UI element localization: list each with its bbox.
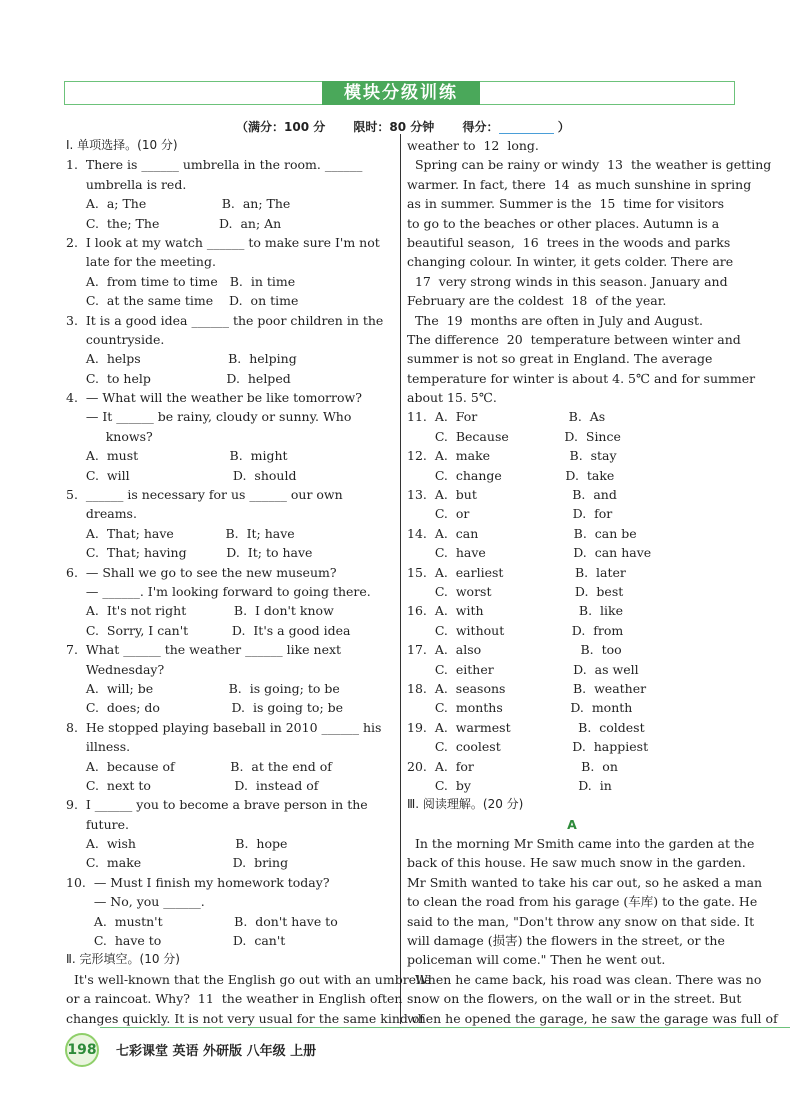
right-line: 12. A. make B. stay xyxy=(407,448,617,464)
left-line: 7. What ______ the weather ______ like next xyxy=(66,642,342,658)
right-line: beautiful season, 16 trees in the woods and parks xyxy=(407,234,731,250)
left-line: C. Sorry, I can't D. It's a good idea xyxy=(66,622,351,638)
left-line: illness. xyxy=(66,739,131,755)
right-line: Mr Smith wanted to take his car out, so he asked a man xyxy=(407,874,763,890)
left-line: Ⅱ. 完形填空。(10 分) xyxy=(66,952,180,967)
left-line: — It ______ be rainy, cloudy or sunny. Who xyxy=(66,409,352,425)
right-line: 13. A. but B. and xyxy=(407,487,617,503)
left-line: umbrella is red. xyxy=(66,176,187,192)
left-line: Ⅰ. 单项选择。(10 分) xyxy=(66,138,178,152)
left-line: 1. There is ______ umbrella in the room. ______ xyxy=(66,157,363,173)
left-line: — ______. I'm looking forward to going there. xyxy=(66,583,371,599)
right-line: When he came back, his road was clean. There was no xyxy=(407,971,762,987)
right-line: will damage (损害) the flowers in the street, or the xyxy=(407,933,725,949)
right-line: C. Because D. Since xyxy=(407,428,621,444)
left-line: C. will D. should xyxy=(66,467,297,483)
right-line: C. or D. for xyxy=(407,506,613,522)
left-line: A. must B. might xyxy=(66,448,288,464)
right-line: 19. A. warmest B. coldest xyxy=(407,719,645,735)
left-line: C. at the same time D. on time xyxy=(66,293,299,309)
full-score: （满分：100 分 xyxy=(236,120,326,134)
right-line: The 19 months are often in July and August. xyxy=(407,312,703,328)
right-line: policeman will come." Then he went out. xyxy=(407,952,666,968)
footer-rule xyxy=(100,1027,790,1028)
page-title: 模块分级训练 xyxy=(322,81,480,105)
left-line: 9. I ______ you to become a brave person in the xyxy=(66,797,368,813)
left-line: 2. I look at my watch ______ to make sure I'm not xyxy=(66,234,380,250)
left-line: C. make D. bring xyxy=(66,855,289,871)
left-line: A. a; The B. an; The xyxy=(66,196,291,212)
right-line: 11. A. For B. As xyxy=(407,409,606,425)
left-line: future. xyxy=(66,816,129,832)
right-line: 16. A. with B. like xyxy=(407,603,623,619)
right-line: back of this house. He saw much snow in the garden. xyxy=(407,855,746,871)
column-divider xyxy=(400,134,401,1024)
left-line: C. next to D. instead of xyxy=(66,777,319,793)
right-line: 17 very strong winds in this season. January and xyxy=(407,273,728,289)
left-line: late for the meeting. xyxy=(66,254,216,270)
right-line: C. either D. as well xyxy=(407,661,639,677)
score-label: 得分： xyxy=(462,120,499,134)
left-line: A. helps B. helping xyxy=(66,351,297,367)
left-line: A. from time to time B. in time xyxy=(66,273,296,289)
right-line: summer is not so great in England. The average xyxy=(407,351,713,367)
right-line: C. change D. take xyxy=(407,467,615,483)
left-line: 10. — Must I finish my homework today? xyxy=(66,874,330,890)
right-line: In the morning Mr Smith came into the garden at the xyxy=(407,836,755,852)
right-line: February are the coldest 18 of the year. xyxy=(407,293,667,309)
time-limit: 限时：80 分钟 xyxy=(353,120,435,134)
right-line: to clean the road from his garage (车库) to the gate. He xyxy=(407,894,758,910)
right-line: to go to the beaches or other places. Autumn is a xyxy=(407,215,720,231)
left-line: countryside. xyxy=(66,331,165,347)
right-line: said to the man, "Don't throw any snow on that side. It xyxy=(407,913,755,929)
left-line: A. wish B. hope xyxy=(66,836,288,852)
right-line: snow on the flowers, on the wall or in the street. But xyxy=(407,991,742,1007)
left-line: C. the; The D. an; An xyxy=(66,215,282,231)
left-line: or a raincoat. Why? 11 the weather in English often xyxy=(66,991,403,1007)
right-line: C. worst D. best xyxy=(407,583,624,599)
left-column xyxy=(66,136,432,1028)
right-line: C. months D. month xyxy=(407,700,633,716)
right-line: The difference 20 temperature between winter and xyxy=(407,331,741,347)
left-line: dreams. xyxy=(66,506,137,522)
left-line: C. have to D. can't xyxy=(66,933,286,949)
score-line xyxy=(236,118,570,135)
left-line: 8. He stopped playing baseball in 2010 ______ his xyxy=(66,719,382,735)
left-line: C. That; having D. It; to have xyxy=(66,545,313,561)
left-line: knows? xyxy=(66,428,153,444)
left-line: Wednesday? xyxy=(66,661,165,677)
right-line: C. by D. in xyxy=(407,777,612,793)
left-line: 3. It is a good idea ______ the poor children in the xyxy=(66,312,384,328)
page-number: 198 xyxy=(65,1033,99,1067)
left-line: 6. — Shall we go to see the new museum? xyxy=(66,564,337,580)
right-line: when he opened the garage, he saw the garage was full of xyxy=(407,1010,778,1026)
right-line: 14. A. can B. can be xyxy=(407,525,637,541)
left-line: A. That; have B. It; have xyxy=(66,525,295,541)
left-line: A. mustn't B. don't have to xyxy=(66,913,338,929)
right-line: Spring can be rainy or windy 13 the weather is getting xyxy=(407,157,772,173)
right-line: 20. A. for B. on xyxy=(407,758,618,774)
left-line: changes quickly. It is not very usual for the same kind of xyxy=(66,1010,425,1026)
right-line: Ⅲ. 阅读理解。(20 分) xyxy=(407,797,524,812)
left-line: A. It's not right B. I don't know xyxy=(66,603,334,619)
right-line: warmer. In fact, there 14 as much sunshine in spring xyxy=(407,176,752,192)
right-line: about 15. 5℃. xyxy=(407,390,497,406)
left-line: 5. ______ is necessary for us ______ our own xyxy=(66,487,343,503)
right-column xyxy=(407,136,778,1028)
right-line: temperature for winter is about 4. 5℃ and for summer xyxy=(407,370,756,386)
right-line: C. coolest D. happiest xyxy=(407,739,649,755)
right-line: C. have D. can have xyxy=(407,545,652,561)
right-line: changing colour. In winter, it gets colder. There are xyxy=(407,254,734,270)
right-line: 17. A. also B. too xyxy=(407,642,622,658)
right-line: A xyxy=(567,816,577,832)
right-line: 18. A. seasons B. weather xyxy=(407,680,647,696)
book-info: 七彩课堂 英语 外研版 八年级 上册 xyxy=(116,1044,317,1059)
left-line: C. does; do D. is going to; be xyxy=(66,700,344,716)
left-line: A. because of B. at the end of xyxy=(66,758,332,774)
score-end: ） xyxy=(557,120,570,134)
left-line: A. will; be B. is going; to be xyxy=(66,680,340,696)
left-line: It's well-known that the English go out with an umbrella xyxy=(66,971,432,987)
right-line: 15. A. earliest B. later xyxy=(407,564,626,580)
right-line: as in summer. Summer is the 15 time for visitors xyxy=(407,196,725,212)
left-line: — No, you ______. xyxy=(66,894,205,910)
left-line: 4. — What will the weather be like tomorrow? xyxy=(66,390,362,406)
right-line: weather to 12 long. xyxy=(407,138,539,153)
score-blank[interactable] xyxy=(499,121,554,134)
left-line: C. to help D. helped xyxy=(66,370,291,386)
right-line: C. without D. from xyxy=(407,622,624,638)
